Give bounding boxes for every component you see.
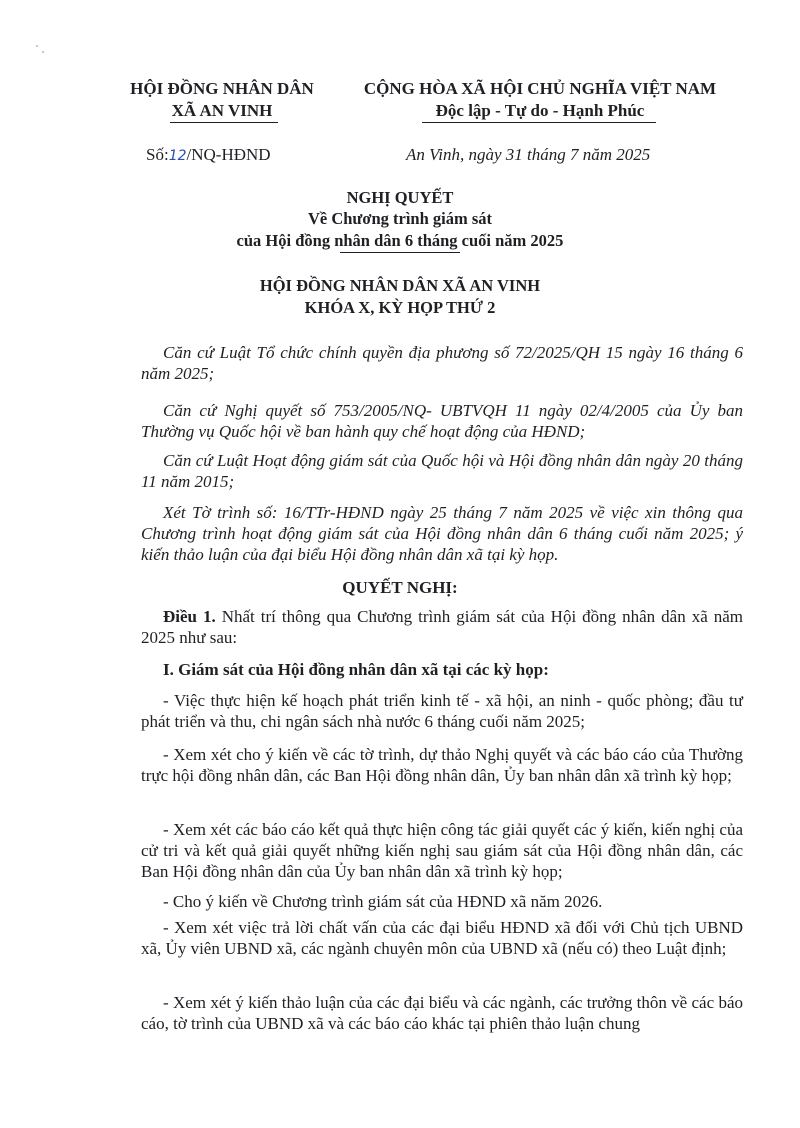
org-name: HỘI ĐỒNG NHÂN DÂN bbox=[130, 79, 314, 98]
section-1-heading: I. Giám sát của Hội đồng nhân dân xã tại các kỳ họp: bbox=[163, 660, 549, 679]
item-1: - Việc thực hiện kế hoạch phát triển kinh tế - xã hội, an ninh - quốc phòng; đầu tư phát triển và thu, chi ngân sách nhà nước 6 tháng cuối năm 2025; bbox=[141, 691, 743, 731]
item-3: - Xem xét các báo cáo kết quả thực hiện công tác giải quyết các ý kiến, kiến nghị của cử tri và kết quả giải quyết những kiến nghị sau giám sát của Hội đồng nhân dân, các Ban Hội đồng nhân dân của Ủy ban nhân dân xã trình kỳ họp; bbox=[141, 820, 743, 881]
item-2: - Xem xét cho ý kiến về các tờ trình, dự thảo Nghị quyết và các báo cáo của Thường trực hội đồng nhân dân, các Ban Hội đồng nhân dân, Ủy ban nhân dân xã trình kỳ họp; bbox=[141, 745, 743, 785]
article-1-label: Điều 1. bbox=[163, 607, 216, 626]
doc-type: NGHỊ QUYẾT bbox=[346, 188, 454, 207]
org-underline bbox=[170, 122, 278, 123]
issuer-session: KHÓA X, KỲ HỌP THỨ 2 bbox=[304, 298, 496, 317]
article-1 bbox=[141, 606, 743, 648]
article-1-text: Nhất trí thông qua Chương trình giám sát của Hội đồng nhân dân xã năm 2025 như sau: bbox=[141, 607, 744, 647]
resolve-heading: QUYẾT NGHỊ: bbox=[342, 578, 458, 597]
scan-speck bbox=[42, 51, 44, 53]
country-name: CỘNG HÒA XÃ HỘI CHỦ NGHĨA VIỆT NAM bbox=[363, 79, 717, 98]
item-5: - Xem xét việc trả lời chất vấn của các đại biểu HĐND xã đối với Chủ tịch UBND xã, Ủy viên UBND xã, các ngành chuyên môn của UBND xã (nếu có) theo Luật định; bbox=[141, 918, 743, 958]
preamble-3: Căn cứ Luật Hoạt động giám sát của Quốc hội và Hội đồng nhân dân ngày 20 tháng 11 năm 2015; bbox=[141, 451, 743, 491]
doc-number-suffix: /NQ-HĐND bbox=[186, 145, 271, 164]
preamble-4: Xét Tờ trình số: 16/TTr-HĐND ngày 25 tháng 7 năm 2025 về việc xin thông qua Chương trình hoạt động giám sát của Hội đồng nhân dân 6 tháng cuối năm 2025; ý kiến thảo luận của đại biểu Hội đồng nhân dân xã tại kỳ họp. bbox=[141, 503, 743, 564]
issuer-name: HỘI ĐỒNG NHÂN DÂN XÃ AN VINH bbox=[259, 276, 541, 295]
title-underline bbox=[340, 252, 460, 253]
doc-subject: Về Chương trình giám sát bbox=[307, 209, 493, 228]
org-commune: XÃ AN VINH bbox=[171, 101, 273, 120]
item-4: - Cho ý kiến về Chương trình giám sát của HĐND xã năm 2026. bbox=[163, 892, 603, 911]
scan-speck bbox=[36, 45, 38, 47]
doc-date: An Vinh, ngày 31 tháng 7 năm 2025 bbox=[406, 145, 651, 164]
doc-number-prefix: Số: bbox=[146, 145, 169, 164]
motto-underline bbox=[422, 122, 656, 123]
preamble-2: Căn cứ Nghị quyết số 753/2005/NQ- UBTVQH 11 ngày 02/4/2005 của Ủy ban Thường vụ Quốc hội về ban hành quy chế hoạt động của HĐND; bbox=[141, 401, 743, 441]
doc-number bbox=[146, 145, 271, 165]
item-6: - Xem xét ý kiến thảo luận của các đại biểu và các ngành, các trưởng thôn về các báo cáo, tờ trình của UBND xã và các báo cáo khác tại phiên thảo luận chung bbox=[141, 993, 743, 1033]
preamble-1: Căn cứ Luật Tổ chức chính quyền địa phương số 72/2025/QH 15 ngày 16 tháng 6 năm 2025; bbox=[141, 343, 743, 383]
doc-subject-cont: của Hội đồng nhân dân 6 tháng cuối năm 2025 bbox=[236, 231, 564, 250]
country-motto: Độc lập - Tự do - Hạnh Phúc bbox=[435, 101, 645, 120]
doc-number-handwritten: 12 bbox=[168, 148, 187, 164]
